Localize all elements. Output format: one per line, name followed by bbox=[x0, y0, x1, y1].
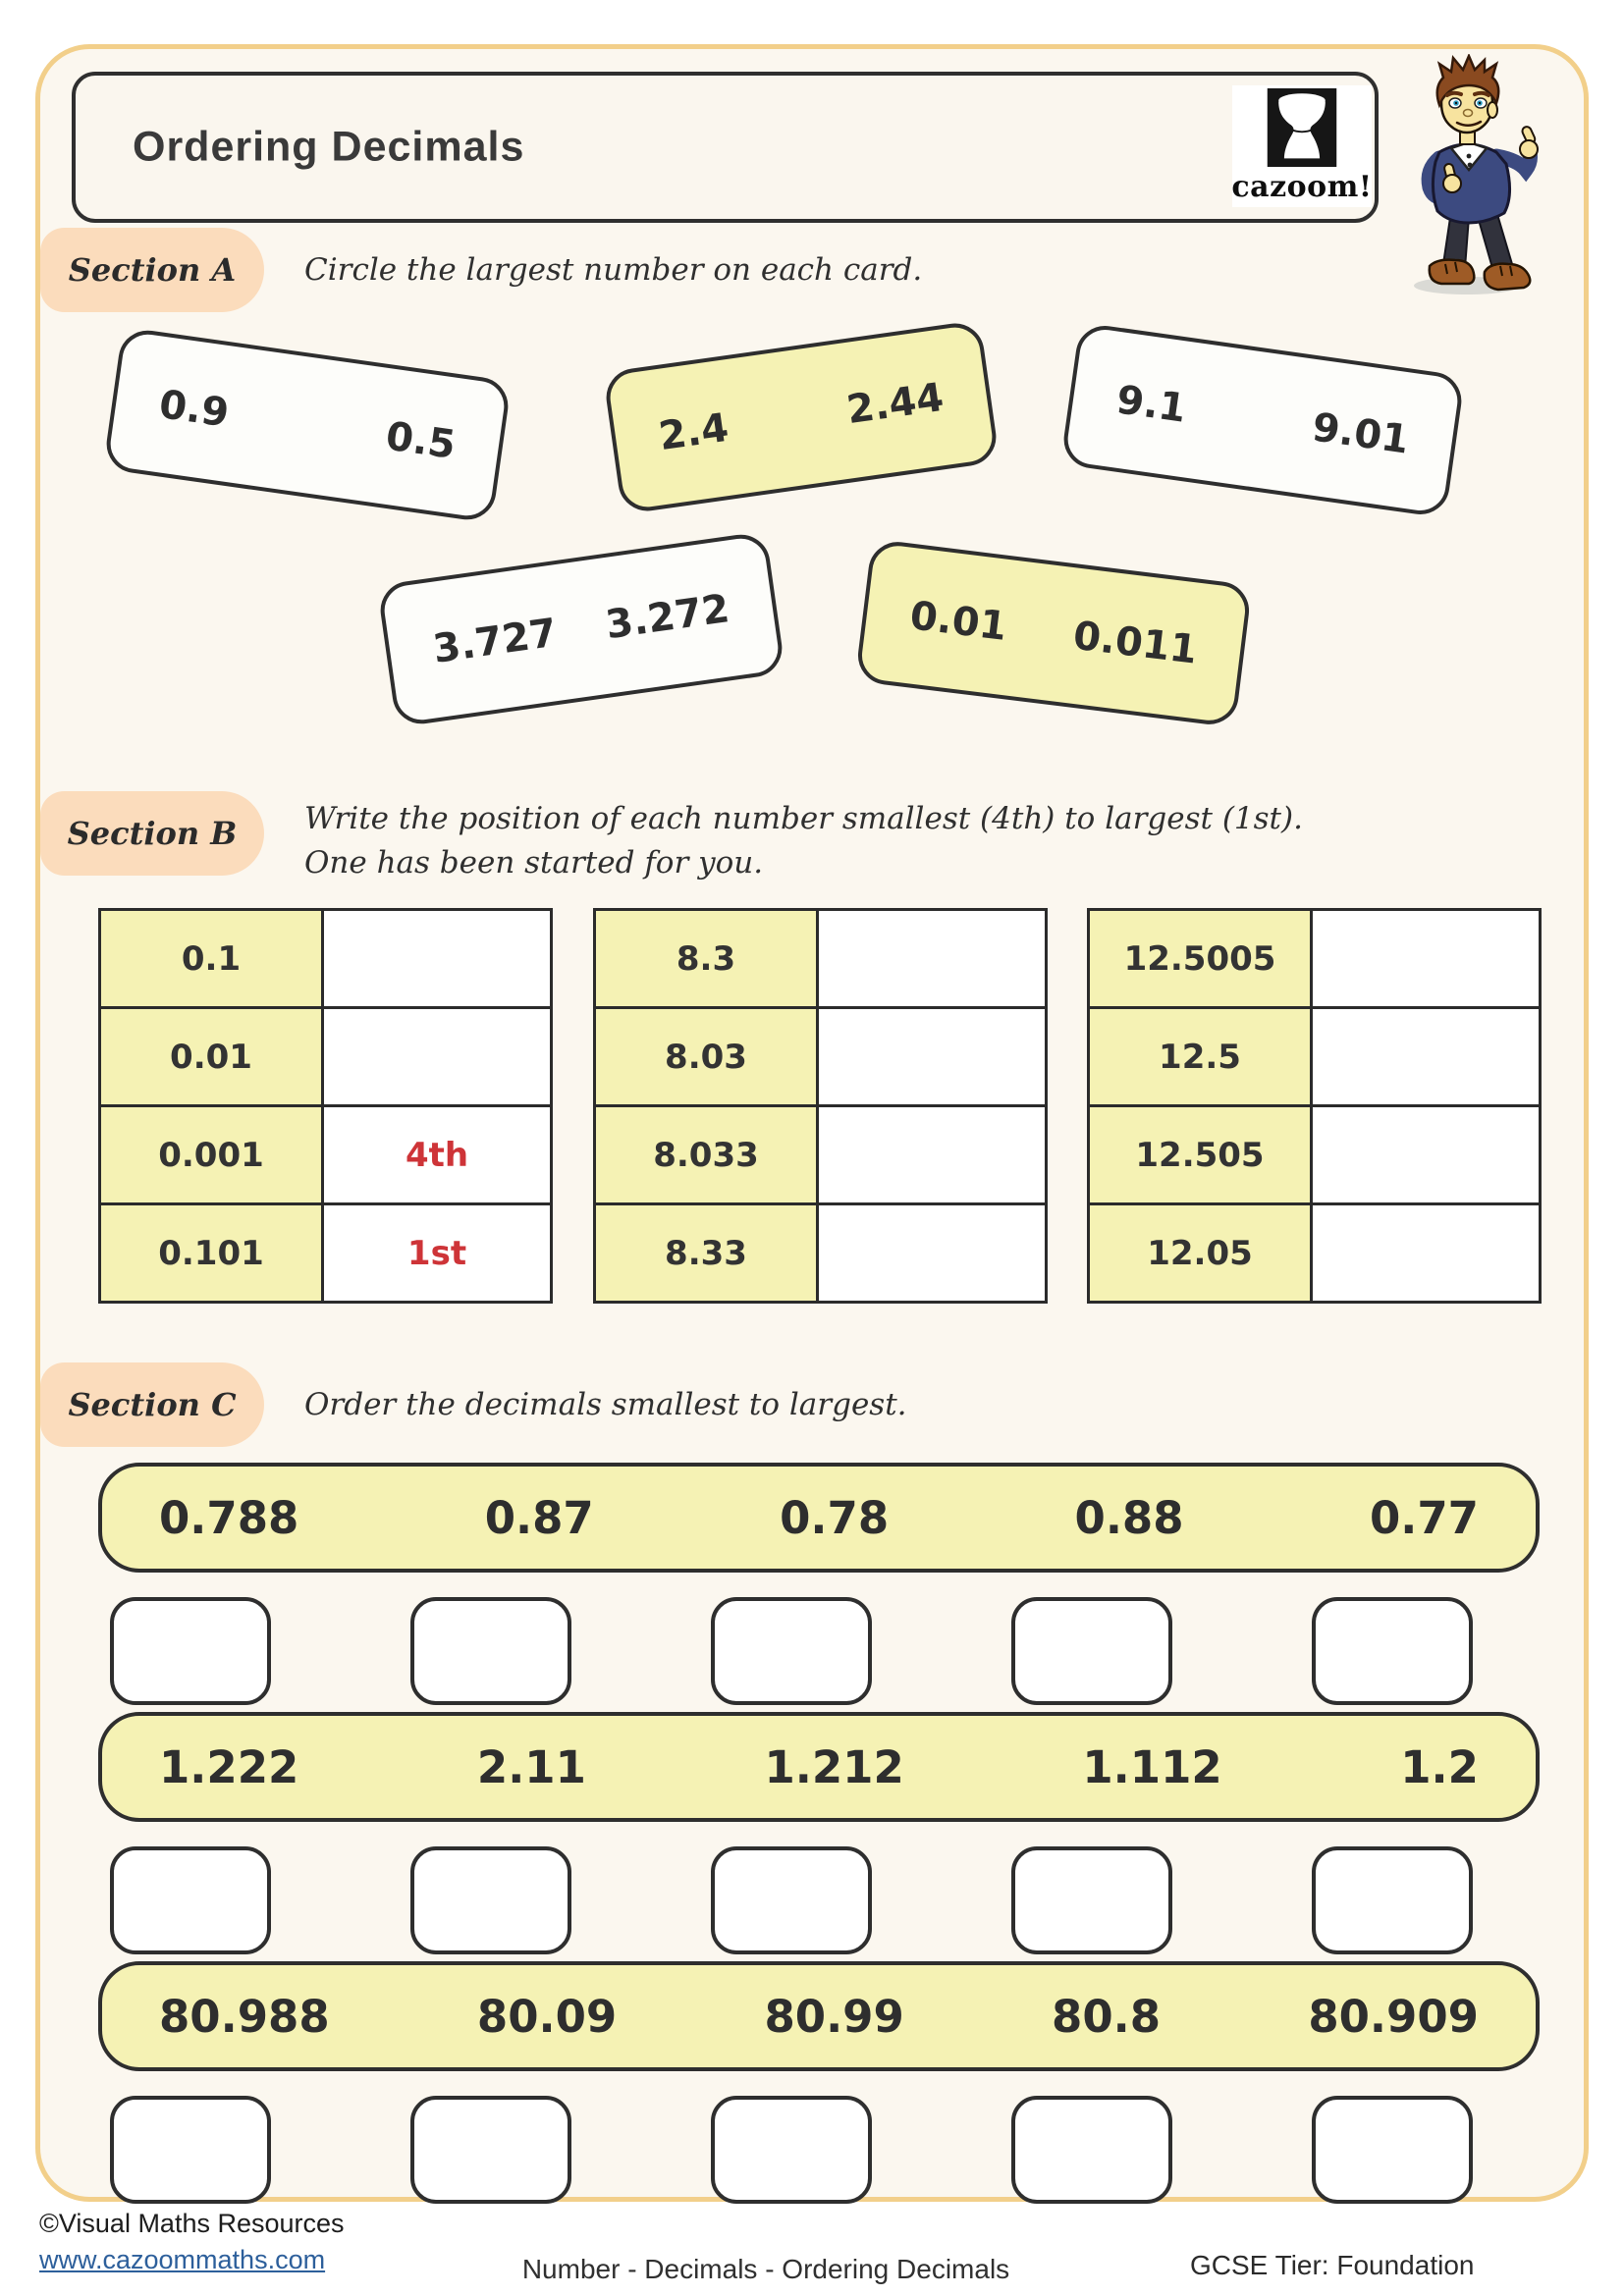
answer-box[interactable] bbox=[110, 1846, 271, 1954]
strip-number: 1.222 bbox=[159, 1740, 299, 1793]
answer-box[interactable] bbox=[1312, 2096, 1473, 2204]
number-cell: 12.505 bbox=[1089, 1106, 1312, 1204]
strip-number: 80.99 bbox=[764, 1990, 904, 2043]
number-cell: 0.101 bbox=[100, 1204, 323, 1303]
answer-box[interactable] bbox=[110, 2096, 271, 2204]
answer-box[interactable] bbox=[1312, 1597, 1473, 1705]
number-cell: 0.01 bbox=[100, 1008, 323, 1106]
strip-number: 1.112 bbox=[1082, 1740, 1222, 1793]
tier-label: GCSE Tier: Foundation bbox=[1190, 2250, 1475, 2280]
answer-box[interactable] bbox=[1011, 1846, 1172, 1954]
section-a-badge bbox=[40, 228, 264, 312]
copyright-text: ©Visual Maths Resources bbox=[39, 2209, 345, 2238]
answer-box[interactable] bbox=[1011, 1597, 1172, 1705]
position-answer-cell[interactable] bbox=[323, 910, 552, 1008]
answer-box[interactable] bbox=[410, 1846, 571, 1954]
position-answer-cell[interactable] bbox=[1312, 1008, 1541, 1106]
answer-box[interactable] bbox=[711, 2096, 872, 2204]
number-cell: 8.03 bbox=[595, 1008, 818, 1106]
position-answer-cell[interactable] bbox=[818, 1008, 1047, 1106]
ordering-table-1 bbox=[98, 908, 553, 1304]
strip-number: 0.78 bbox=[780, 1491, 890, 1544]
answer-box[interactable] bbox=[110, 1597, 271, 1705]
mascot-boy-illustration bbox=[1390, 54, 1547, 299]
section-c-badge bbox=[40, 1362, 264, 1447]
position-answer-cell[interactable] bbox=[818, 910, 1047, 1008]
decimal-strip bbox=[98, 1712, 1540, 1822]
strip-number: 1.212 bbox=[764, 1740, 904, 1793]
strip-number: 80.8 bbox=[1052, 1990, 1162, 2043]
card-number[interactable]: 3.272 bbox=[603, 586, 732, 649]
decimal-strip bbox=[98, 1463, 1540, 1573]
strip-number: 1.2 bbox=[1400, 1740, 1479, 1793]
card-number[interactable]: 0.01 bbox=[907, 593, 1009, 650]
strip-number: 2.11 bbox=[476, 1740, 586, 1793]
number-cell: 12.5 bbox=[1089, 1008, 1312, 1106]
strip-number: 80.09 bbox=[476, 1990, 618, 2043]
position-answer-cell[interactable]: 1st bbox=[323, 1204, 552, 1303]
logo-text: cazoom! bbox=[1231, 170, 1373, 204]
strip-number: 0.88 bbox=[1074, 1491, 1184, 1544]
section-c-instruction: Order the decimals smallest to largest. bbox=[304, 1387, 907, 1422]
section-c-label: Section C bbox=[68, 1386, 237, 1423]
section-b-instruction-line1: Write the position of each number smallest (4th) to largest (1st). bbox=[304, 801, 1303, 836]
answer-box[interactable] bbox=[711, 1597, 872, 1705]
section-a-label: Section A bbox=[68, 251, 237, 289]
decimal-strip bbox=[98, 1961, 1540, 2071]
website-link[interactable]: www.cazoommaths.com bbox=[39, 2245, 326, 2274]
number-cell: 12.05 bbox=[1089, 1204, 1312, 1303]
section-b-instruction bbox=[304, 797, 1303, 885]
number-cell: 8.33 bbox=[595, 1204, 818, 1303]
strip-number: 0.788 bbox=[159, 1491, 299, 1544]
position-answer-cell[interactable] bbox=[818, 1106, 1047, 1204]
card-number[interactable]: 0.9 bbox=[156, 382, 232, 437]
number-cell: 0.1 bbox=[100, 910, 323, 1008]
topic-breadcrumb: Number - Decimals - Ordering Decimals bbox=[521, 2254, 1010, 2284]
position-answer-cell[interactable] bbox=[323, 1008, 552, 1106]
strip-number: 80.909 bbox=[1308, 1990, 1479, 2043]
section-b-badge bbox=[40, 791, 264, 876]
card-number[interactable]: 0.011 bbox=[1070, 613, 1200, 673]
section-a-instruction: Circle the largest number on each card. bbox=[304, 252, 923, 288]
ordering-table-2 bbox=[593, 908, 1048, 1304]
section-b-label: Section B bbox=[67, 815, 238, 852]
answer-box[interactable] bbox=[410, 2096, 571, 2204]
position-answer-cell[interactable] bbox=[818, 1204, 1047, 1303]
strip-number: 80.988 bbox=[159, 1990, 330, 2043]
ordering-table-3 bbox=[1087, 908, 1542, 1304]
card-number[interactable]: 3.727 bbox=[430, 610, 560, 672]
answer-box[interactable] bbox=[1312, 1846, 1473, 1954]
section-b-instruction-line2: One has been started for you. bbox=[304, 844, 764, 881]
number-cell: 8.033 bbox=[595, 1106, 818, 1204]
djembe-drum-icon bbox=[1267, 88, 1337, 167]
position-answer-cell[interactable] bbox=[1312, 1106, 1541, 1204]
strip-number: 0.87 bbox=[484, 1491, 594, 1544]
page-title: Ordering Decimals bbox=[133, 123, 525, 171]
cazoom-logo bbox=[1232, 85, 1372, 207]
number-cell: 0.001 bbox=[100, 1106, 323, 1204]
card-number[interactable]: 2.4 bbox=[656, 404, 731, 460]
position-answer-cell[interactable] bbox=[1312, 910, 1541, 1008]
answer-box[interactable] bbox=[1011, 2096, 1172, 2204]
position-answer-cell[interactable]: 4th bbox=[323, 1106, 552, 1204]
strip-number: 0.77 bbox=[1369, 1491, 1479, 1544]
card-number[interactable]: 2.44 bbox=[843, 374, 947, 434]
answer-box[interactable] bbox=[410, 1597, 571, 1705]
number-cell: 12.5005 bbox=[1089, 910, 1312, 1008]
card-number[interactable]: 9.1 bbox=[1113, 377, 1189, 432]
worksheet-header bbox=[72, 72, 1379, 223]
answer-box[interactable] bbox=[711, 1846, 872, 1954]
card-number[interactable]: 9.01 bbox=[1309, 404, 1412, 463]
card-number[interactable]: 0.5 bbox=[383, 413, 459, 468]
position-answer-cell[interactable] bbox=[1312, 1204, 1541, 1303]
number-cell: 8.3 bbox=[595, 910, 818, 1008]
